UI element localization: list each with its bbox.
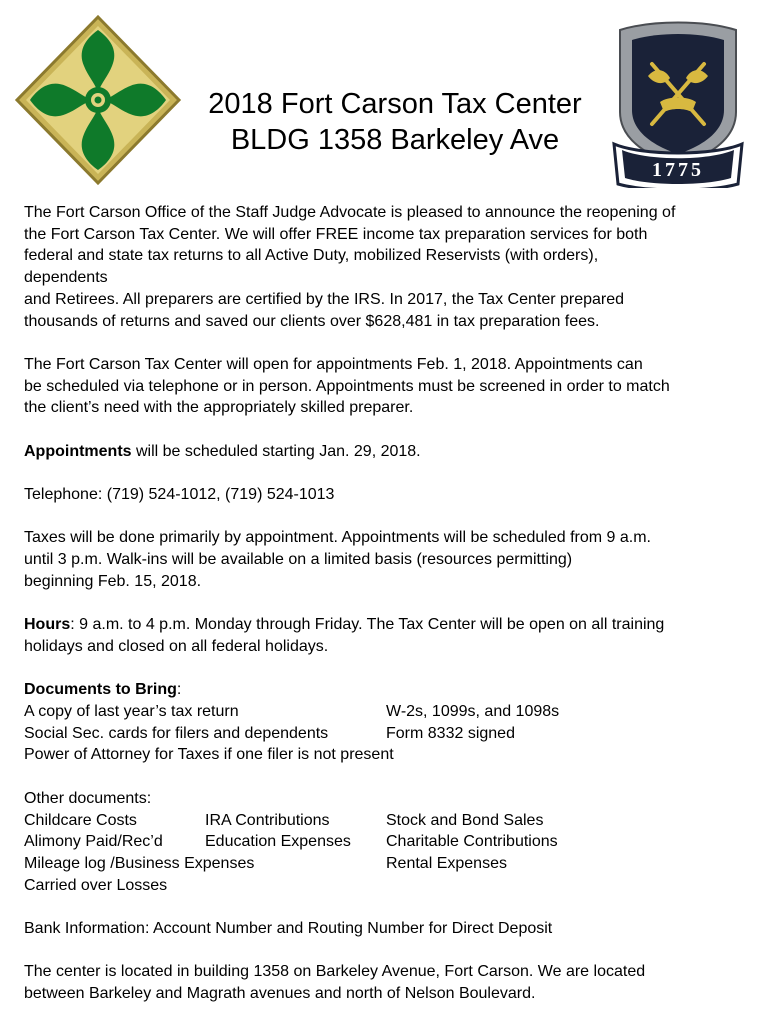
documents-row	[24, 723, 754, 745]
other-documents-row	[24, 853, 754, 875]
intro-line: dependents	[24, 269, 108, 287]
opening-paragraph	[24, 354, 754, 419]
intro-paragraph	[24, 202, 754, 332]
location-paragraph	[24, 961, 754, 1004]
appointments-label: Appointments	[24, 442, 132, 460]
hours-line: : 9 a.m. to 4 p.m. Monday through Friday. The Tax Center will be open on all training	[70, 616, 665, 634]
documents-colon: :	[176, 681, 182, 699]
intro-line: thousands of returns and saved our clients over $628,481 in tax preparation fees.	[24, 312, 600, 330]
hours-paragraph	[24, 614, 754, 657]
other-documents-label: Other documents:	[24, 789, 152, 807]
appointments-paragraph	[24, 441, 754, 463]
other-document-item: Mileage log /Business Expenses	[24, 854, 255, 872]
location-line: The center is located in building 1358 on Barkeley Avenue, Fort Carson. We are located	[24, 963, 646, 981]
taxes-line: until 3 p.m. Walk-ins will be available on a limited basis (resources permitting)	[24, 551, 573, 569]
location-line: between Barkeley and Magrath avenues and north of Nelson Boulevard.	[24, 985, 536, 1003]
page-title	[190, 86, 600, 158]
flyer-body	[24, 202, 754, 1005]
telephone-paragraph: Telephone: (719) 524-1012, (719) 524-1013	[24, 486, 335, 504]
title-line-1: 2018 Fort Carson Tax Center	[208, 88, 582, 120]
other-document-item: Charitable Contributions	[386, 833, 558, 851]
header	[0, 0, 770, 198]
ivy-leaf-patch-icon	[14, 14, 182, 186]
document-item: W-2s, 1099s, and 1098s	[386, 703, 560, 721]
other-document-item: Alimony Paid/Rec’d	[24, 833, 163, 851]
taxes-line: Taxes will be done primarily by appointment. Appointments will be scheduled from 9 a.m.	[24, 529, 651, 547]
opening-line: the client’s need with the appropriately skilled preparer.	[24, 399, 414, 417]
documents-row	[24, 701, 754, 723]
intro-line: The Fort Carson Office of the Staff Judge Advocate is pleased to announce the reopening of	[24, 204, 676, 221]
appointments-text: will be scheduled starting Jan. 29, 2018.	[131, 442, 421, 460]
bank-paragraph: Bank Information: Account Number and Routing Number for Direct Deposit	[24, 920, 553, 938]
documents-label: Documents to Bring	[24, 681, 177, 699]
taxes-line: beginning Feb. 15, 2018.	[24, 572, 202, 590]
other-document-item: Childcare Costs	[24, 811, 137, 829]
opening-line: be scheduled via telephone or in person. Appointments must be screened in order to match	[24, 377, 670, 395]
emblem-year: 1775	[652, 159, 704, 181]
other-documents-section	[24, 788, 754, 897]
other-document-item: Rental Expenses	[386, 854, 507, 872]
jag-corps-shield-icon	[612, 16, 744, 188]
hours-line: holidays and closed on all federal holidays.	[24, 637, 329, 655]
hours-label: Hours	[24, 616, 71, 634]
documents-section	[24, 679, 754, 766]
intro-line: the Fort Carson Tax Center. We will offer FREE income tax preparation services for both	[24, 225, 648, 243]
taxes-paragraph	[24, 527, 754, 592]
intro-line: and Retirees. All preparers are certified by the IRS. In 2017, the Tax Center prepared	[24, 290, 625, 308]
other-documents-row	[24, 810, 754, 832]
document-item: Form 8332 signed	[386, 724, 515, 742]
other-document-item: IRA Contributions	[205, 811, 330, 829]
document-item: Power of Attorney for Taxes if one filer is not present	[24, 746, 394, 764]
other-document-item: Education Expenses	[205, 833, 351, 851]
intro-line: federal and state tax returns to all Active Duty, mobilized Reservists (with orders),	[24, 247, 599, 265]
opening-line: The Fort Carson Tax Center will open for appointments Feb. 1, 2018. Appointments can	[24, 355, 643, 373]
other-document-item: Stock and Bond Sales	[386, 811, 544, 829]
other-documents-row	[24, 831, 754, 853]
title-line-2: BLDG 1358 Barkeley Ave	[230, 124, 560, 156]
document-item: Social Sec. cards for filers and dependents	[24, 724, 329, 742]
other-document-item: Carried over Losses	[24, 876, 168, 894]
document-item: A copy of last year’s tax return	[24, 703, 239, 721]
